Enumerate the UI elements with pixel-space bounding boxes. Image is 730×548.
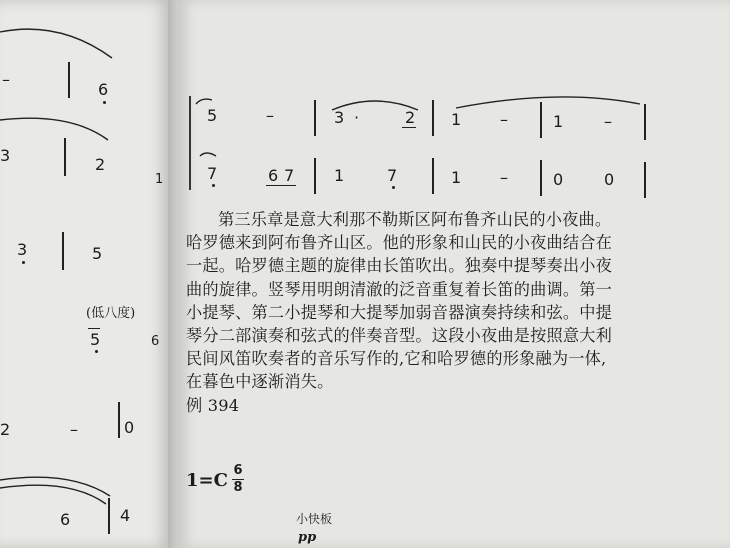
note: 2 bbox=[0, 420, 11, 439]
slur bbox=[0, 118, 108, 140]
slur bbox=[200, 153, 216, 156]
score-note: – bbox=[500, 110, 508, 129]
note: 5 bbox=[92, 244, 103, 263]
octave-dot bbox=[392, 186, 395, 189]
slur bbox=[0, 485, 106, 504]
note: 6 bbox=[151, 334, 160, 349]
score-note: 0 bbox=[553, 170, 564, 189]
body-text bbox=[186, 208, 656, 417]
text-line: 第三乐章是意大利那不勒斯区阿布鲁齐山民的小夜曲。 bbox=[218, 210, 612, 229]
score-note: 5 bbox=[207, 106, 218, 125]
octave-dot bbox=[212, 184, 215, 187]
time-signature bbox=[232, 464, 244, 495]
score-note: 0 bbox=[604, 170, 615, 189]
score-note: 1 bbox=[451, 110, 462, 129]
score-barline bbox=[314, 100, 316, 136]
score-note: 1 bbox=[334, 166, 345, 185]
score-note: 7 bbox=[387, 166, 398, 185]
text-line: 琴分二部演奏和弦式的伴奏音型。这段小夜曲是按照意大利 bbox=[186, 326, 613, 346]
underline bbox=[402, 127, 416, 128]
octave-label: (低八度) bbox=[86, 306, 136, 321]
score-barline bbox=[432, 100, 434, 136]
score-note: 7 bbox=[284, 166, 295, 185]
score-note: 7 bbox=[207, 164, 218, 183]
text-line: 曲的旋律。竖琴用明朗清澈的泛音重复着长笛的曲调。第一 bbox=[186, 279, 613, 299]
note: 3 bbox=[0, 146, 11, 165]
text-line: 民间风笛吹奏者的音乐写作的,它和哈罗德的形象融为一体, bbox=[186, 349, 607, 369]
note: 6 bbox=[60, 510, 71, 529]
score-note: – bbox=[604, 112, 612, 131]
score-barline bbox=[540, 102, 542, 138]
note: 5 bbox=[90, 330, 101, 349]
note: – bbox=[70, 420, 78, 439]
score-note: 3 bbox=[334, 108, 345, 127]
slur bbox=[456, 97, 640, 108]
score-note: – bbox=[500, 168, 508, 187]
time-top: 6 bbox=[233, 463, 243, 478]
tempo-marking: 小快板 bbox=[296, 512, 333, 526]
score-barline bbox=[644, 104, 646, 140]
note: 0 bbox=[124, 418, 135, 437]
note: 1 bbox=[155, 172, 164, 187]
text-line: 哈罗德来到阿布鲁齐山区。他的形象和山民的小夜曲结合在 bbox=[186, 233, 613, 253]
dynamic-marking: pp bbox=[298, 530, 317, 545]
text-line: 一起。哈罗德主题的旋律由长笛吹出。独奏中提琴奏出小夜 bbox=[186, 256, 613, 276]
note: 6 bbox=[98, 80, 109, 99]
slur bbox=[196, 99, 212, 104]
score-note: 1 bbox=[451, 168, 462, 187]
score-barline bbox=[432, 158, 434, 194]
score-note: · bbox=[354, 108, 360, 127]
score-barline bbox=[540, 160, 542, 196]
note: 2 bbox=[95, 155, 106, 174]
time-bottom: 8 bbox=[233, 480, 243, 496]
score-barline bbox=[644, 162, 646, 198]
slur bbox=[0, 29, 112, 58]
score-note: 6 bbox=[268, 166, 279, 185]
score-barline bbox=[314, 158, 316, 194]
example-label: 例 394 bbox=[186, 395, 240, 415]
score-note: 1 bbox=[553, 112, 564, 131]
note: 3 bbox=[17, 240, 28, 259]
score-note: – bbox=[266, 106, 274, 125]
key-signature: 1=C bbox=[186, 470, 228, 491]
text-line: 在暮色中逐渐消失。 bbox=[186, 372, 334, 392]
underline bbox=[266, 185, 296, 186]
note: – bbox=[2, 70, 10, 89]
text-line: 小提琴、第二小提琴和大提琴加弱音器演奏持续和弦。中提 bbox=[186, 302, 613, 322]
note: 4 bbox=[120, 506, 131, 525]
score-note: 2 bbox=[405, 108, 416, 127]
